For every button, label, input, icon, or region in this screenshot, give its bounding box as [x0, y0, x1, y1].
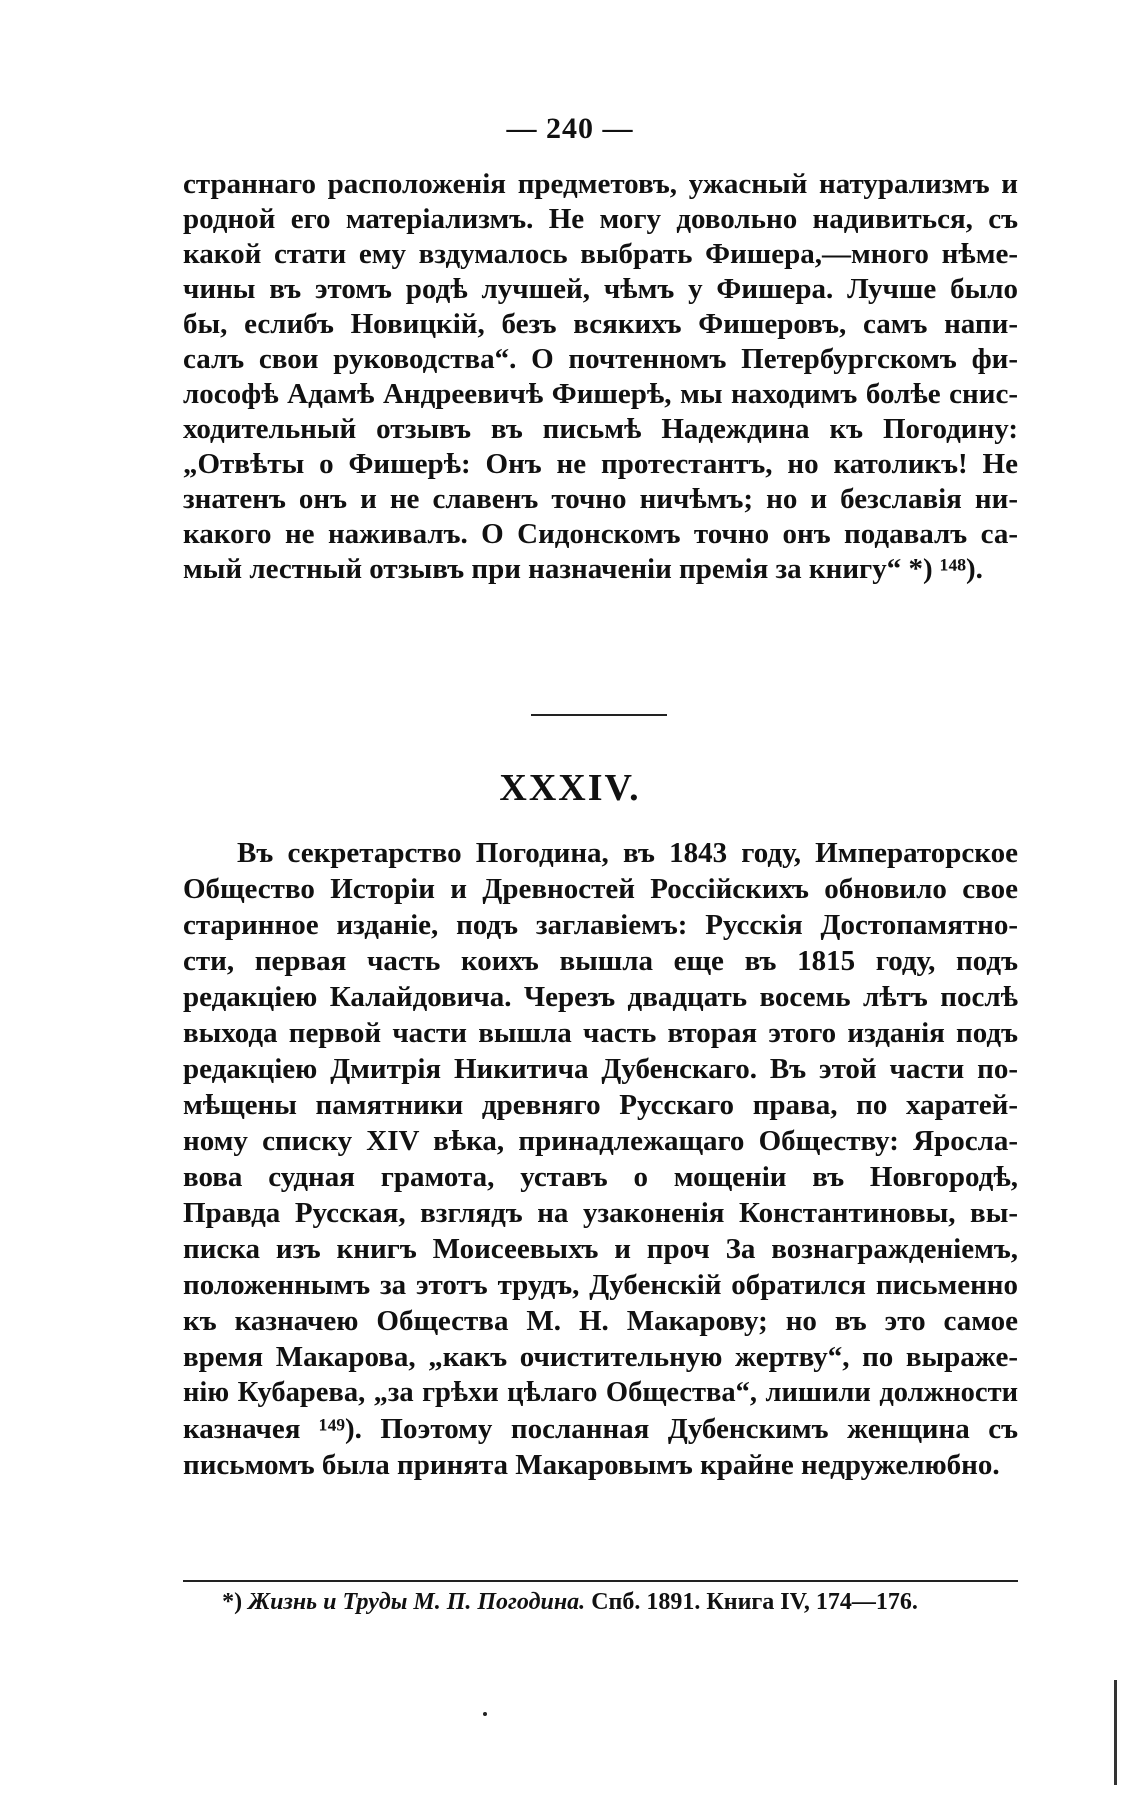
text-line: время Макарова, „какъ очистительную жертву“, по выраже-	[183, 1341, 1018, 1373]
text-line: нію Кубарева, „за грѣхи цѣлаго Общества“, лишили должности	[183, 1377, 1018, 1408]
text-line: бы, еслибъ Новицкій, безъ всякихъ Фишеровъ, самъ напи-	[183, 308, 1018, 340]
text-line: редакціею Калайдовича. Черезъ двадцать восемь лѣтъ послѣ	[183, 981, 1018, 1013]
text-line: редакціею Дмитрія Никитича Дубенскаго. Въ этой части по-	[183, 1053, 1018, 1085]
text-line: „Отвѣты о Фишерѣ: Онъ не протестантъ, но католикъ! Не	[183, 448, 1018, 480]
text-line: старинное изданіе, подъ заглавіемъ: Русскія Достопамятно-	[183, 909, 1018, 941]
text-line: мый лестный отзывъ при назначеніи премія за книгу“ *) ¹⁴⁸).	[183, 553, 983, 585]
section-divider	[531, 714, 667, 716]
text-line: салъ свои руководства“. О почтенномъ Петербургскомъ фи-	[183, 343, 1018, 375]
text-line: мѣщены памятники древняго Русскаго права, по харатей-	[183, 1089, 1018, 1121]
text-line: казначея ¹⁴⁹). Поэтому посланная Дубенскимъ женщина съ	[183, 1413, 1018, 1445]
text-line: Правда Русская, взглядъ на узаконенія Константиновы, вы-	[183, 1197, 1018, 1229]
text-line: Общество Исторіи и Древностей Россійскихъ обновило свое	[183, 873, 1018, 905]
text-line: ному списку XIV вѣка, принадлежащаго Обществу: Яросла-	[183, 1125, 1018, 1157]
footnote-marker: *)	[222, 1589, 243, 1615]
ink-dot	[483, 1712, 487, 1716]
text-line: вова судная грамота, уставъ о мощеніи въ Новгородѣ,	[183, 1161, 1018, 1193]
text-line: писка изъ книгъ Моисеевыхъ и проч За вознагражденіемъ,	[183, 1233, 1018, 1265]
section-heading: XXXIV.	[499, 767, 641, 809]
text-line: родной его матеріализмъ. Не могу довольно надивиться, съ	[183, 203, 1018, 235]
footnote-citation: Спб. 1891. Книга IV, 174—176.	[591, 1589, 918, 1615]
page-number: — 240 —	[506, 112, 634, 145]
text-line: выхода первой части вышла часть вторая этого изданія подъ	[183, 1017, 1018, 1049]
text-line: чины въ этомъ родѣ лучшей, чѣмъ у Фишера. Лучше было	[183, 273, 1018, 305]
footnote-title: Жизнь и Труды М. П. Погодина.	[248, 1589, 586, 1615]
text-line: письмомъ была принята Макаровымъ крайне недружелюбно.	[183, 1449, 1000, 1481]
page-edge-mark	[1114, 1680, 1117, 1785]
text-line: какой стати ему вздумалось выбрать Фишера,—много нѣме-	[183, 238, 1018, 270]
text-line: страннаго расположенія предметовъ, ужасный натурализмъ и	[183, 168, 1018, 200]
footnote	[0, 1585, 1140, 1619]
footnote-divider	[183, 1580, 1018, 1582]
text-line: сти, первая часть коихъ вышла еще въ 1815 году, подъ	[183, 945, 1018, 977]
text-line: положеннымъ за этотъ трудъ, Дубенскій обратился письменно	[183, 1269, 1018, 1301]
text-line: какого не наживалъ. О Сидонскомъ точно онъ подавалъ са-	[183, 518, 1018, 550]
text-line: Въ секретарство Погодина, въ 1843 году, Императорское	[237, 837, 1018, 869]
text-line: знатенъ онъ и не славенъ точно ничѣмъ; но и безславія ни-	[183, 483, 1018, 515]
text-line: лософѣ Адамѣ Андреевичѣ Фишерѣ, мы находимъ болѣе снис-	[183, 378, 1018, 410]
text-line: къ казначею Общества М. Н. Макарову; но въ это самое	[183, 1305, 1018, 1337]
text-line: ходительный отзывъ въ письмѣ Надеждина къ Погодину:	[183, 413, 1018, 445]
